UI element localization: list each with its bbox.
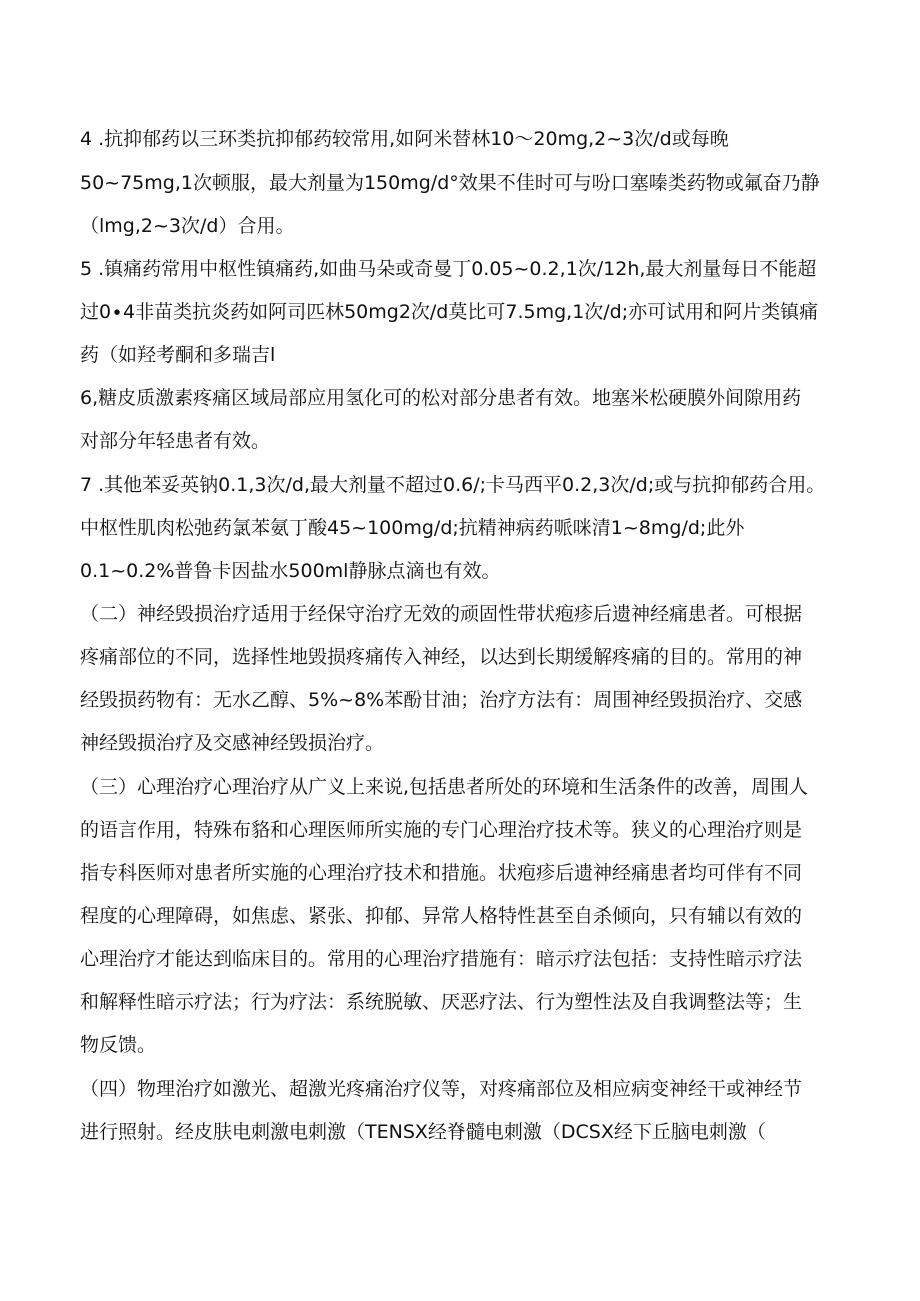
text-line: 的语言作用，特殊布貉和心理医师所实施的专门心理治疗技术等。狭义的心理治疗则是 — [80, 819, 803, 841]
text-line: 6,糖皮质激素疼痛区域局部应用氢化可的松对部分患者有效。地塞米松硬膜外间隙用药 — [80, 387, 802, 409]
text-line: （二）神经毁损治疗适用于经保守治疗无效的顽固性带状疱疹后遗神经痛患者。可根据 — [80, 603, 803, 625]
text-line: 7 .其他苯妥英钠0.1,3次/d,最大剂量不超过0.6/;卡马西平0.2,3次/d;或与抗抑郁药合用。 — [80, 474, 826, 496]
text-line: 进行照射。经皮肤电刺激电刺激（TENSX经脊髓电刺激（DCSX经下丘脑电刺激（ — [80, 1121, 766, 1143]
text-line: （三）心理治疗心理治疗从广义上来说,包括患者所处的环境和生活条件的改善，周围人 — [80, 776, 809, 798]
text-line: 物反馈。 — [80, 1034, 157, 1056]
text-line: 指专科医师对患者所实施的心理治疗技术和措施。状疱疹后遗神经痛患者均可伴有不同 — [80, 862, 803, 884]
text-line: 药（如羟考酮和多瑞吉l — [80, 344, 276, 366]
text-line: 0.1~0.2%普鲁卡因盐水500ml静脉点滴也有效。 — [80, 560, 501, 582]
text-line: 对部分年轻患者有效。 — [80, 430, 271, 452]
text-line: 心理治疗才能达到临床目的。常用的心理治疗措施有：暗示疗法包括：支持性暗示疗法 — [80, 948, 803, 970]
text-line: 疼痛部位的不同，选择性地毁损疼痛传入神经，以达到长期缓解疼痛的目的。常用的神 — [80, 646, 803, 668]
text-line: 4 .抗抑郁药以三环类抗抑郁药较常用,如阿米替林10～20mg,2~3次/d或每晚 — [80, 128, 729, 150]
text-line: 5 .镇痛药常用中枢性镇痛药,如曲马朵或奇曼丁0.05~0.2,1次∕12h,最大剂量每日不能超 — [80, 258, 817, 280]
text-line: 神经毁损治疗及交感神经毁损治疗。 — [80, 732, 385, 754]
text-line: 50~75mg,1次顿服，最大剂量为150mg∕d°效果不佳时可与吩口塞嗪类药物或氟奋乃静 — [80, 172, 820, 194]
text-line: 中枢性肌肉松弛药氯苯氨丁酸45~100mg/d;抗精神病药哌咪清1~8mg/d;此外 — [80, 517, 745, 539]
text-line: （四）物理治疗如激光、超激光疼痛治疗仪等，对疼痛部位及相应病变神经干或神经节 — [80, 1078, 803, 1100]
text-line: 和解释性暗示疗法；行为疗法：系统脱敏、厌恶疗法、行为塑性法及自我调整法等；生 — [80, 991, 803, 1013]
text-line: 经毁损药物有：无水乙醇、5%~8%苯酚甘油；治疗方法有：周围神经毁损治疗、交感 — [80, 689, 803, 711]
text-line: 过0∙4非苗类抗炎药如阿司匹林50mg2次/d莫比可7.5mg,1次/d;亦可试用和阿片类镇痛 — [80, 301, 819, 323]
text-line: （lmg,2~3次/d）合用。 — [80, 215, 295, 237]
text-line: 程度的心理障碍，如焦虑、紧张、抑郁、异常人格特性甚至自杀倾向，只有辅以有效的 — [80, 905, 803, 927]
